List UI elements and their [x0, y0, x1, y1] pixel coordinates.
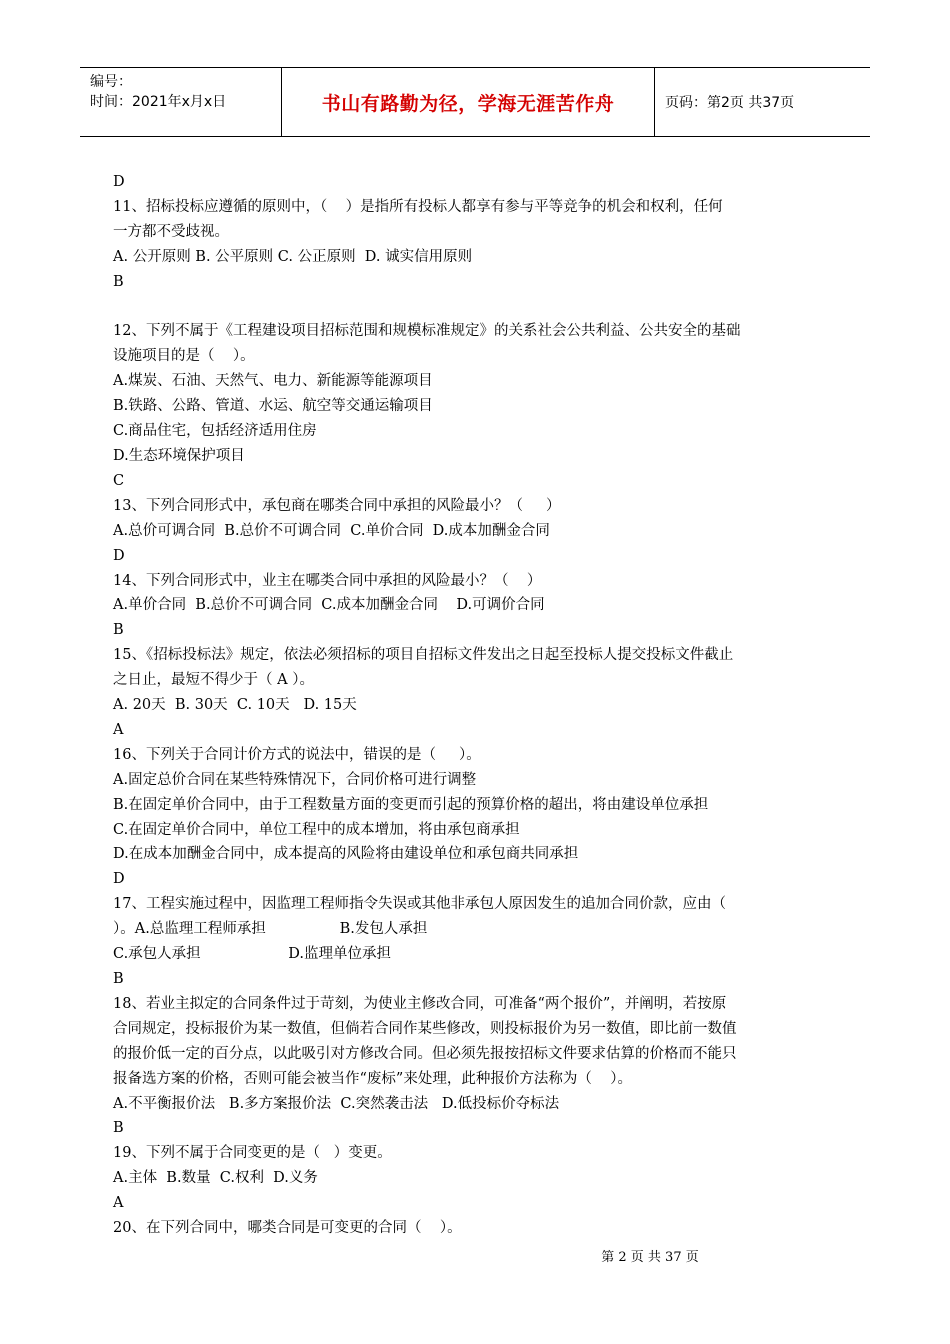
text-line: D.生态环境保护项目	[113, 447, 245, 464]
text-line: B	[113, 971, 124, 987]
text-line: D	[113, 174, 125, 190]
text-line: C.商品住宅，包括经济适用住房	[113, 423, 317, 440]
text-line: 16、下列关于合同计价方式的说法中，错误的是（ ）。	[113, 746, 481, 763]
header-page-info: 页码：第2页 共37页	[665, 95, 795, 111]
text-line: D.在成本加酬金合同中，成本提高的风险将由建设单位和承包商共同承担	[113, 846, 579, 863]
text-line: B	[113, 1120, 124, 1137]
text-line: A. 20天 B. 30天 C. 10天 D. 15天	[113, 697, 357, 714]
text-line: A	[113, 721, 124, 738]
text-line: C.在固定单价合同中，单位工程中的成本增加，将由承包商承担	[113, 821, 520, 838]
text-line: 17、工程实施过程中，因监理工程师指令失误或其他非承包人原因发生的追加合同价款，应由（	[113, 896, 726, 913]
text-line: 报备选方案的价格，否则可能会被当作“废标”来处理，此种报价方法称为（ ）。	[113, 1070, 633, 1087]
text-line: 一方都不受歧视。	[113, 223, 229, 240]
text-line: B	[113, 273, 124, 290]
page-header	[80, 67, 870, 137]
text-line: D	[113, 547, 125, 564]
text-line: ）。A.总监理工程师承担 B.发包人承担	[113, 921, 428, 938]
text-line: D	[113, 871, 125, 888]
text-line: 18、若业主拟定的合同条件过于苛刻，为使业主修改合同，可准备“两个报价”，并阐明，若按原	[113, 995, 727, 1012]
text-line: 11、招标投标应遵循的原则中，（ ）是指所有投标人都享有参与平等竞争的机会和权利，任何	[113, 198, 723, 215]
time-label: 时间：2021年x月x日	[90, 94, 227, 110]
text-line: A.单价合同 B.总价不可调合同 C.成本加酬金合同 D.可调价合同	[113, 597, 545, 614]
text-line: A	[113, 1195, 124, 1212]
text-line: A.不平衡报价法 B.多方案报价法 C.突然袭击法 D.低投标价夺标法	[113, 1095, 560, 1112]
text-line: 设施项目的是（ ）。	[113, 348, 255, 365]
text-line: B.铁路、公路、管道、水运、航空等交通运输项目	[113, 398, 433, 415]
header-meta	[80, 68, 282, 136]
text-line	[113, 295, 843, 320]
text-line: A.总价可调合同 B.总价不可调合同 C.单价合同 D.成本加酬金合同	[113, 522, 550, 539]
text-line: 的报价低一定的百分点，以此吸引对方修改合同。但必须先报按招标文件要求估算的价格而不能只	[113, 1045, 737, 1062]
page-footer	[0, 1246, 950, 1265]
text-line: 14、下列合同形式中，业主在哪类合同中承担的风险最小？（ ）	[113, 572, 542, 589]
text-line: A.主体 B.数量 C.权利 D.义务	[113, 1170, 318, 1187]
text-line: 13、下列合同形式中，承包商在哪类合同中承担的风险最小？（ ）	[113, 497, 561, 514]
text-line: A.煤炭、石油、天然气、电力、新能源等能源项目	[113, 373, 433, 390]
text-line: C	[113, 472, 125, 489]
text-line: A. 公开原则 B. 公平原则 C. 公正原则 D. 诚实信用原则	[113, 248, 473, 265]
text-line: 19、下列不属于合同变更的是（ ）变更。	[113, 1145, 392, 1162]
text-line: 15、《招标投标法》规定，依法必须招标的项目自招标文件发出之日起至投标人提交投标文件截止	[113, 647, 734, 664]
footer-page-number: 第 2 页 共 37 页	[601, 1250, 699, 1265]
text-line: C.承包人承担 D.监理单位承担	[113, 946, 391, 963]
header-motto: 书山有路勤为径，学海无涯苦作舟	[282, 68, 655, 136]
text-line: 合同规定，投标报价为某一数值，但倘若合同作某些修改，则投标报价为另一数值，即比前一数值	[113, 1020, 737, 1037]
text-line: A.固定总价合同在某些特殊情况下，合同价格可进行调整	[113, 771, 477, 788]
document-body	[113, 170, 843, 1241]
serial-label: 编号：	[90, 74, 132, 90]
text-line: B	[113, 622, 124, 639]
text-line: B.在固定单价合同中，由于工程数量方面的变更而引起的预算价格的超出，将由建设单位承担	[113, 796, 709, 813]
text-line: 20、在下列合同中，哪类合同是可变更的合同（ ）。	[113, 1220, 462, 1237]
text-line: 之日止，最短不得少于（ A ）。	[113, 672, 314, 689]
text-line: 12、下列不属于《工程建设项目招标范围和规模标准规定》的关系社会公共利益、公共安全的基础	[113, 323, 741, 340]
